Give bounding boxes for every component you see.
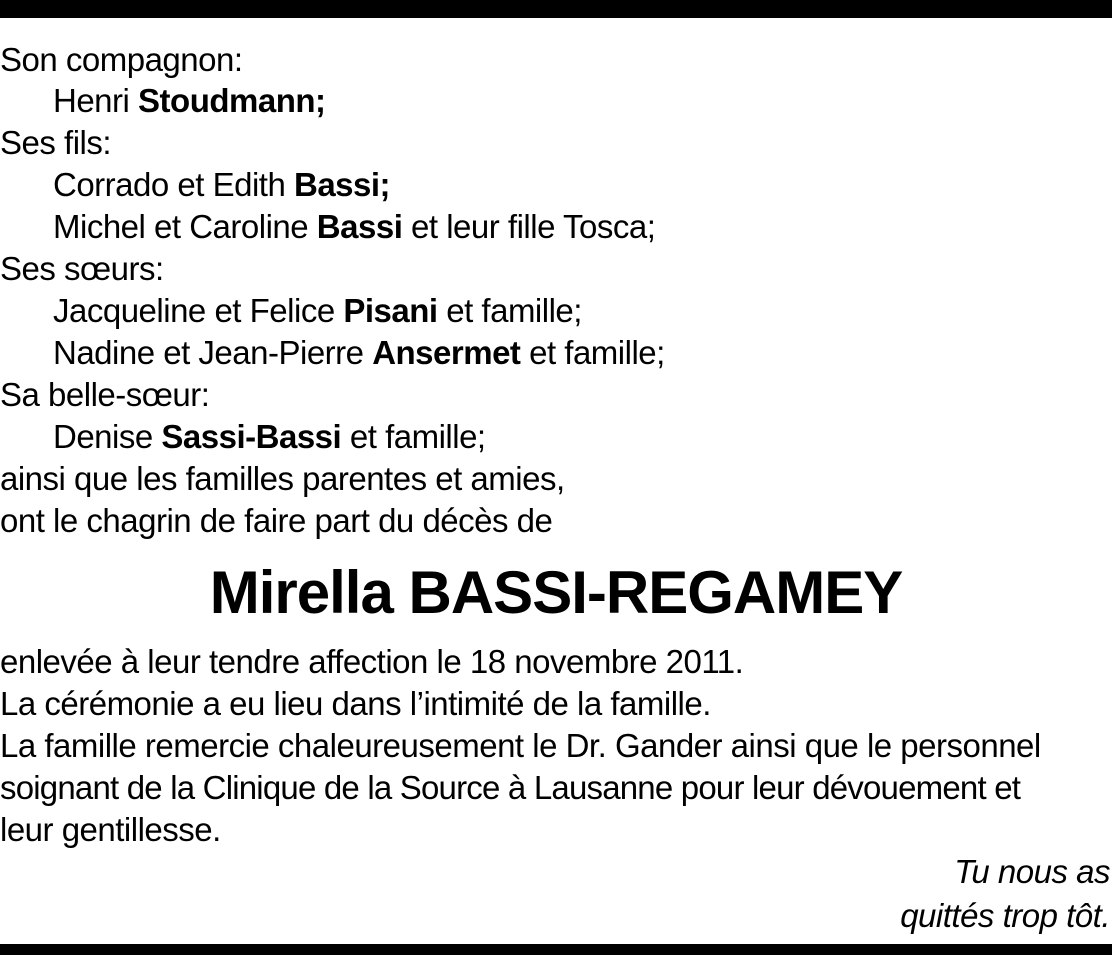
body-line-3: La famille remercie chaleureusement le Dr. Gander ainsi que le personnel: [0, 727, 1041, 764]
body-line-1: enlevée à leur tendre affection le 18 novembre 2011.: [0, 643, 744, 680]
closing-line-1: Tu nous as: [954, 853, 1110, 890]
companion-heading: Son compagnon:: [0, 41, 243, 78]
sisterinlaw-suffix: et famille;: [349, 418, 486, 455]
bottom-border-rule: [0, 944, 1112, 955]
sister2-names: Nadine et Jean-Pierre: [53, 334, 364, 371]
companion-first-name: Henri: [53, 82, 130, 119]
sister1-suffix: et famille;: [446, 292, 582, 329]
son1-names: Corrado et Edith: [53, 166, 286, 203]
sister1-surname: Pisani: [343, 292, 438, 329]
sisterinlaw-heading: Sa belle-sœur:: [0, 376, 210, 413]
companion-last-name: Stoudmann;: [138, 82, 326, 119]
sister1-line: [53, 291, 582, 331]
son2-suffix: et leur fille Tosca;: [411, 208, 656, 245]
sister2-suffix: et famille;: [529, 334, 665, 371]
sons-heading: Ses fils:: [0, 124, 112, 161]
closing-line-2: quittés trop tôt.: [900, 897, 1110, 934]
announce-line: ont le chagrin de faire part du décès de: [0, 502, 553, 539]
body-line-4: soignant de la Clinique de la Source à Lausanne pour leur dévouement et: [0, 769, 1021, 806]
sister1-names: Jacqueline et Felice: [53, 292, 335, 329]
son1-line: [53, 165, 390, 205]
sister2-line: [53, 333, 665, 373]
body-line-2: La cérémonie a eu lieu dans l’intimité de la famille.: [0, 685, 711, 722]
top-border-rule: [0, 0, 1112, 18]
son2-names: Michel et Caroline: [53, 208, 309, 245]
sisterinlaw-name: Denise: [53, 418, 153, 455]
deceased-name: Mirella BASSI-REGAMEY: [209, 559, 903, 626]
body-line-5: leur gentillesse.: [0, 811, 221, 848]
others-line: ainsi que les familles parentes et amies,: [0, 460, 565, 497]
son2-surname: Bassi: [316, 208, 403, 245]
sisters-heading: Ses sœurs:: [0, 250, 164, 287]
companion-line: [53, 81, 326, 121]
son2-line: [53, 207, 655, 247]
sisterinlaw-surname: Sassi-Bassi: [161, 418, 342, 455]
son1-surname: Bassi;: [293, 166, 391, 203]
sisterinlaw-line: [53, 417, 486, 457]
sister2-surname: Ansermet: [372, 334, 521, 371]
